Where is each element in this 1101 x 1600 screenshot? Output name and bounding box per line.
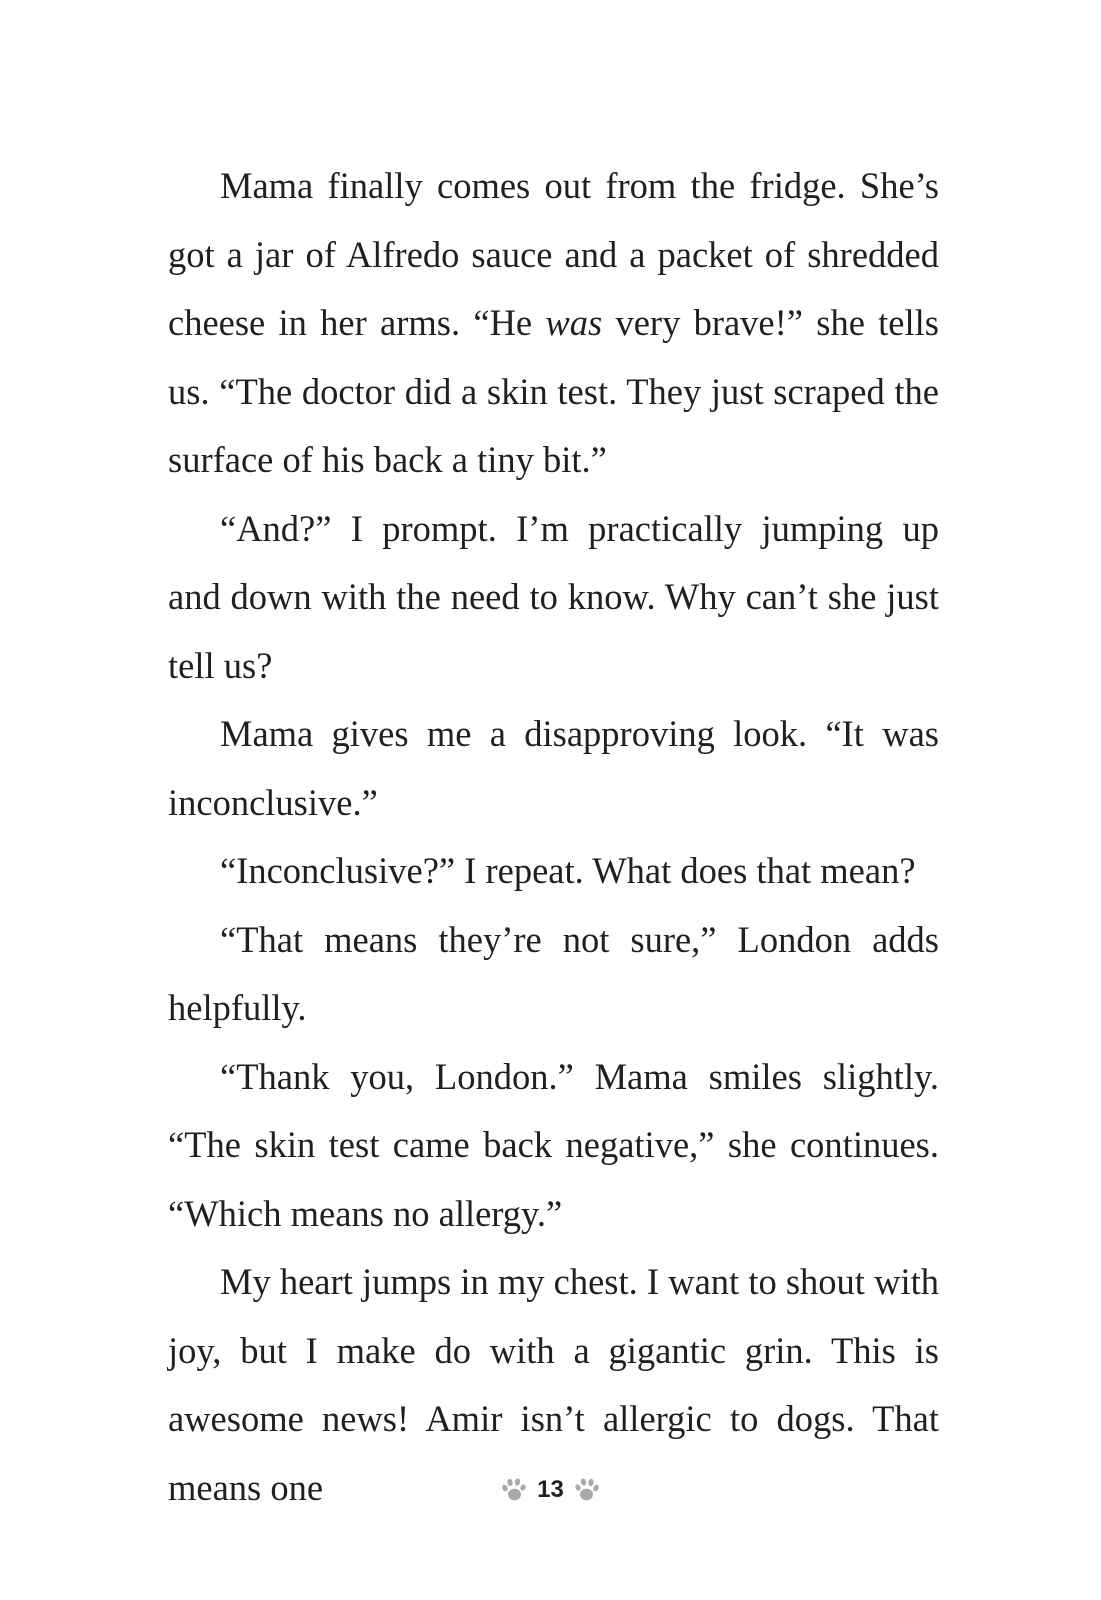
paragraph-1 [168,152,939,495]
paragraph-6: “Thank you, London.” Mama smiles slightly. “The skin test came back negative,” she continues. “Which means no allergy.” [168,1055,939,1234]
paragraph-7: My heart jumps in my chest. I want to shout with joy, but I make do with a gigantic grin. This is awesome news! Amir isn’t allergic to dogs. That means one [168,1261,939,1508]
paragraph-2: “And?” I prompt. I’m practically jumping up and down with the need to know. Why can’t she just tell us? [168,507,939,686]
page-footer [0,1470,1101,1510]
paw-print-icon [500,1477,528,1503]
paragraph-1-emphasis: was [545,302,603,343]
paragraph-3: Mama gives me a disapproving look. “It was inconclusive.” [168,713,939,823]
body-text [168,152,939,1522]
page-number: 13 [537,1476,564,1503]
paragraph-5: “That means they’re not sure,” London adds helpfully. [168,918,939,1028]
paw-print-icon [573,1477,601,1503]
paragraph-1-text-b: very brave!” she tells us. “The doctor did a skin test. They just scraped the surface of his back a tiny bit.” [168,302,939,480]
paragraph-1-text-a: Mama finally comes out from the fridge. She’s got a jar of Alfredo sauce and a packet of shredded cheese in her arms. “He [168,165,939,343]
paragraph-4: “Inconclusive?” I repeat. What does that mean? [220,850,916,891]
